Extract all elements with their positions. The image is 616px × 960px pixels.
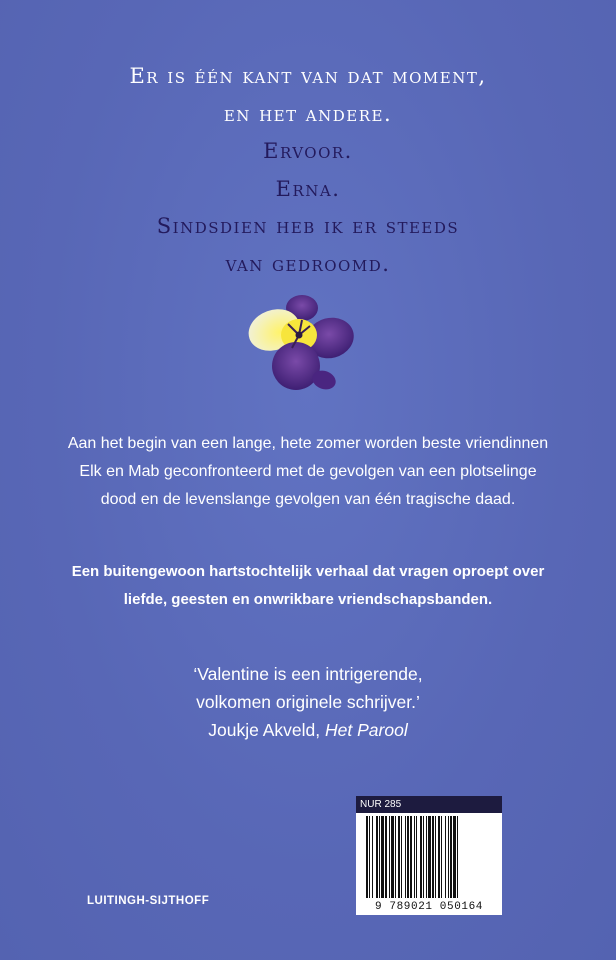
blurb-paragraph-2: Een buitengewoon hartstochtelijk verhaal dat vragen oproept over liefde, geesten en onwrikbare vriendschapsbanden. <box>71 563 545 608</box>
isbn-number: 9 789021 050164 <box>374 901 484 913</box>
nur-code: NUR 285 <box>356 796 502 813</box>
publisher-name: LUITINGH-SIJTHOFF <box>87 895 210 907</box>
poem-line-3: Ervoor. <box>263 139 353 163</box>
blurb-paragraph-1: Aan het begin van een lange, hete zomer worden beste vriendinnen Elk en Mab geconfronteerd met de gevolgen van een plotselinge dood en de levenslange gevolgen van één tragische daad. <box>67 435 549 508</box>
poem-line-4: Erna. <box>275 176 341 201</box>
quote-attribution <box>60 716 556 744</box>
poem-line-1: Er is één kant van dat moment, <box>129 64 487 88</box>
poem-line-6: van gedroomd. <box>225 251 391 276</box>
barcode-block <box>356 796 502 915</box>
quote-author: Joukje Akveld, <box>208 720 321 740</box>
barcode-bars-icon <box>356 816 502 898</box>
quote-source: Het Parool <box>325 720 408 740</box>
quote-line-1: ‘Valentine is een intrigerende, <box>193 664 423 684</box>
poem-excerpt <box>0 58 616 283</box>
pansy-flower-icon <box>244 290 364 400</box>
isbn-barcode <box>356 813 502 915</box>
quote-line-2: volkomen originele schrijver.’ <box>196 692 420 712</box>
poem-line-5: Sindsdien heb ik er steeds <box>156 214 460 238</box>
poem-line-2: en het andere. <box>223 101 393 126</box>
review-quote <box>60 660 556 744</box>
